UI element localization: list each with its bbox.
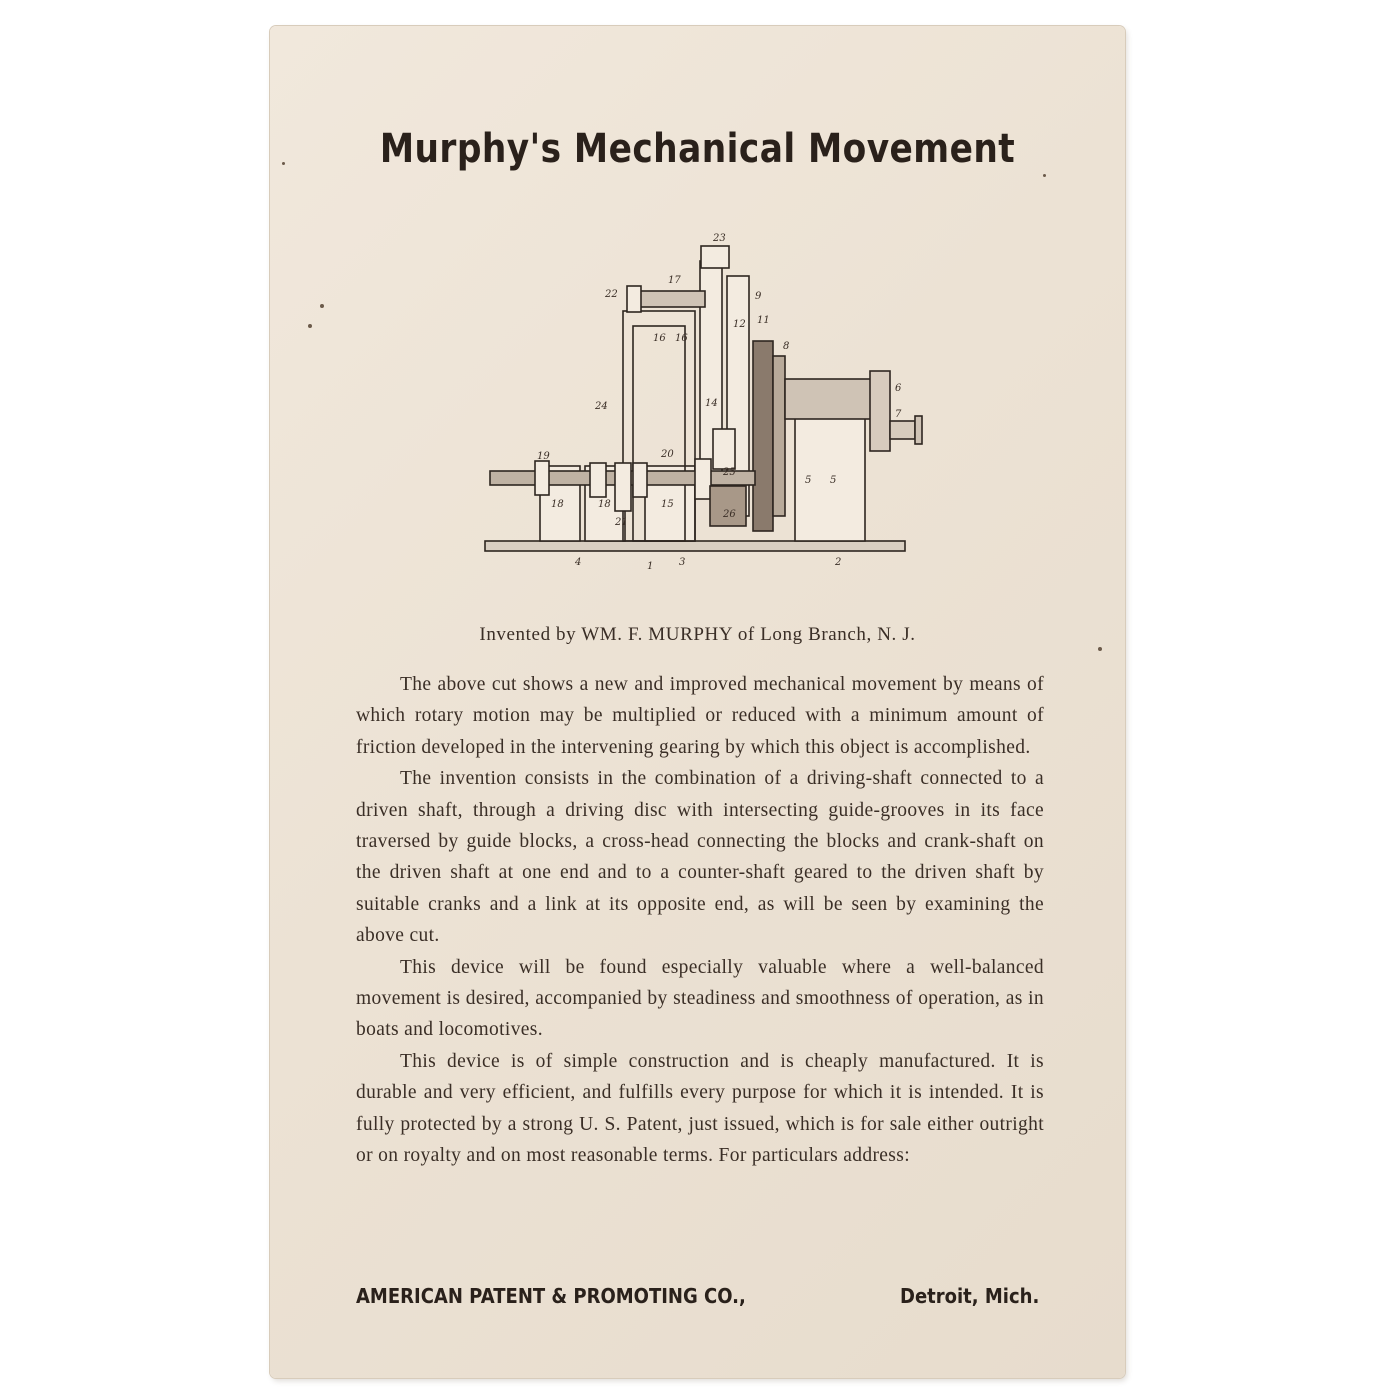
ink-fleck (282, 162, 285, 165)
paragraph: This device will be found especially valuable where a well-balanced movement is desired, accompanied by steadiness and smoothness of operation, as in boats and locomotives. (356, 956, 1044, 1041)
driving-disc (753, 341, 773, 531)
mechanical-movement-illustration (465, 201, 925, 591)
figure-label: 6 (895, 383, 902, 394)
page-title: Murphy's Mechanical Movement (379, 126, 1016, 172)
figure-label: 5 (805, 475, 812, 486)
ink-fleck (1098, 647, 1102, 651)
figure-label: 26 (723, 509, 736, 520)
figure-label: 3 (679, 557, 686, 568)
ink-fleck (308, 324, 312, 328)
figure-label: 15 (661, 499, 674, 510)
figure-label: 18 (598, 499, 611, 510)
ink-fleck (1043, 174, 1046, 177)
gear (710, 486, 746, 526)
paragraph: This device is of simple construction and is cheaply manufactured. It is durable and very efficient, and fulfills every purpose for which it is intended. It is fully protected by a strong U. S. Patent, just issued, which is for sale either outright or on royalty and on most reasonable terms. For particulars address: (356, 1050, 1044, 1167)
figure-label: 23 (713, 233, 726, 244)
advertisement-sheet (270, 26, 1125, 1378)
paragraph: The invention consists in the combination of a driving-shaft connected to a driven shaft, through a driving disc with intersecting guide-grooves in its face traversed by guide blocks, a cross-head connecting the blocks and crank-shaft on the driven shaft at one end and to a counter-shaft geared to the driven shaft by suitable cranks and a link at its opposite end, as will be seen by examining the above cut. (356, 768, 1044, 947)
figure-label: 17 (668, 275, 681, 286)
patent-drawing (465, 201, 925, 591)
cross-head (635, 291, 705, 307)
figure-label: 7 (895, 409, 902, 420)
figure-label: 16 (675, 333, 688, 344)
figure-label: 21 (615, 517, 628, 528)
figure-label: 16 (653, 333, 666, 344)
ink-fleck (320, 304, 324, 308)
paragraph: The above cut shows a new and improved mechanical movement by means of which rotary motion may be multiplied or reduced with a minimum amount of friction developed in the intervening gearing by which this object is accomplished. (356, 674, 1044, 758)
figure-label: 2 (835, 557, 842, 568)
figure-label: 8 (783, 341, 790, 352)
figure-label: 4 (575, 557, 582, 568)
figure-label: 25 (723, 467, 736, 478)
figure-label: 5 (830, 475, 837, 486)
figure-label: 18 (551, 499, 564, 510)
figure-label: 1 (647, 561, 654, 572)
figure-label: 12 (733, 319, 746, 330)
inventor-line: Invented by WM. F. MURPHY of Long Branch, N. J. (479, 624, 916, 645)
company-city: Detroit, Mich. (900, 1284, 1040, 1308)
figure-label: 11 (757, 315, 770, 326)
figure-label: 24 (595, 401, 608, 412)
company-name: AMERICAN PATENT & PROMOTING CO., (356, 1284, 746, 1308)
figure-label: 22 (605, 289, 618, 300)
figure-label: 9 (755, 291, 762, 302)
description-body (356, 669, 1044, 1172)
figure-label: 19 (537, 451, 550, 462)
figure-label: 14 (705, 398, 718, 409)
figure-label: 20 (661, 449, 674, 460)
base-plate (485, 541, 905, 551)
